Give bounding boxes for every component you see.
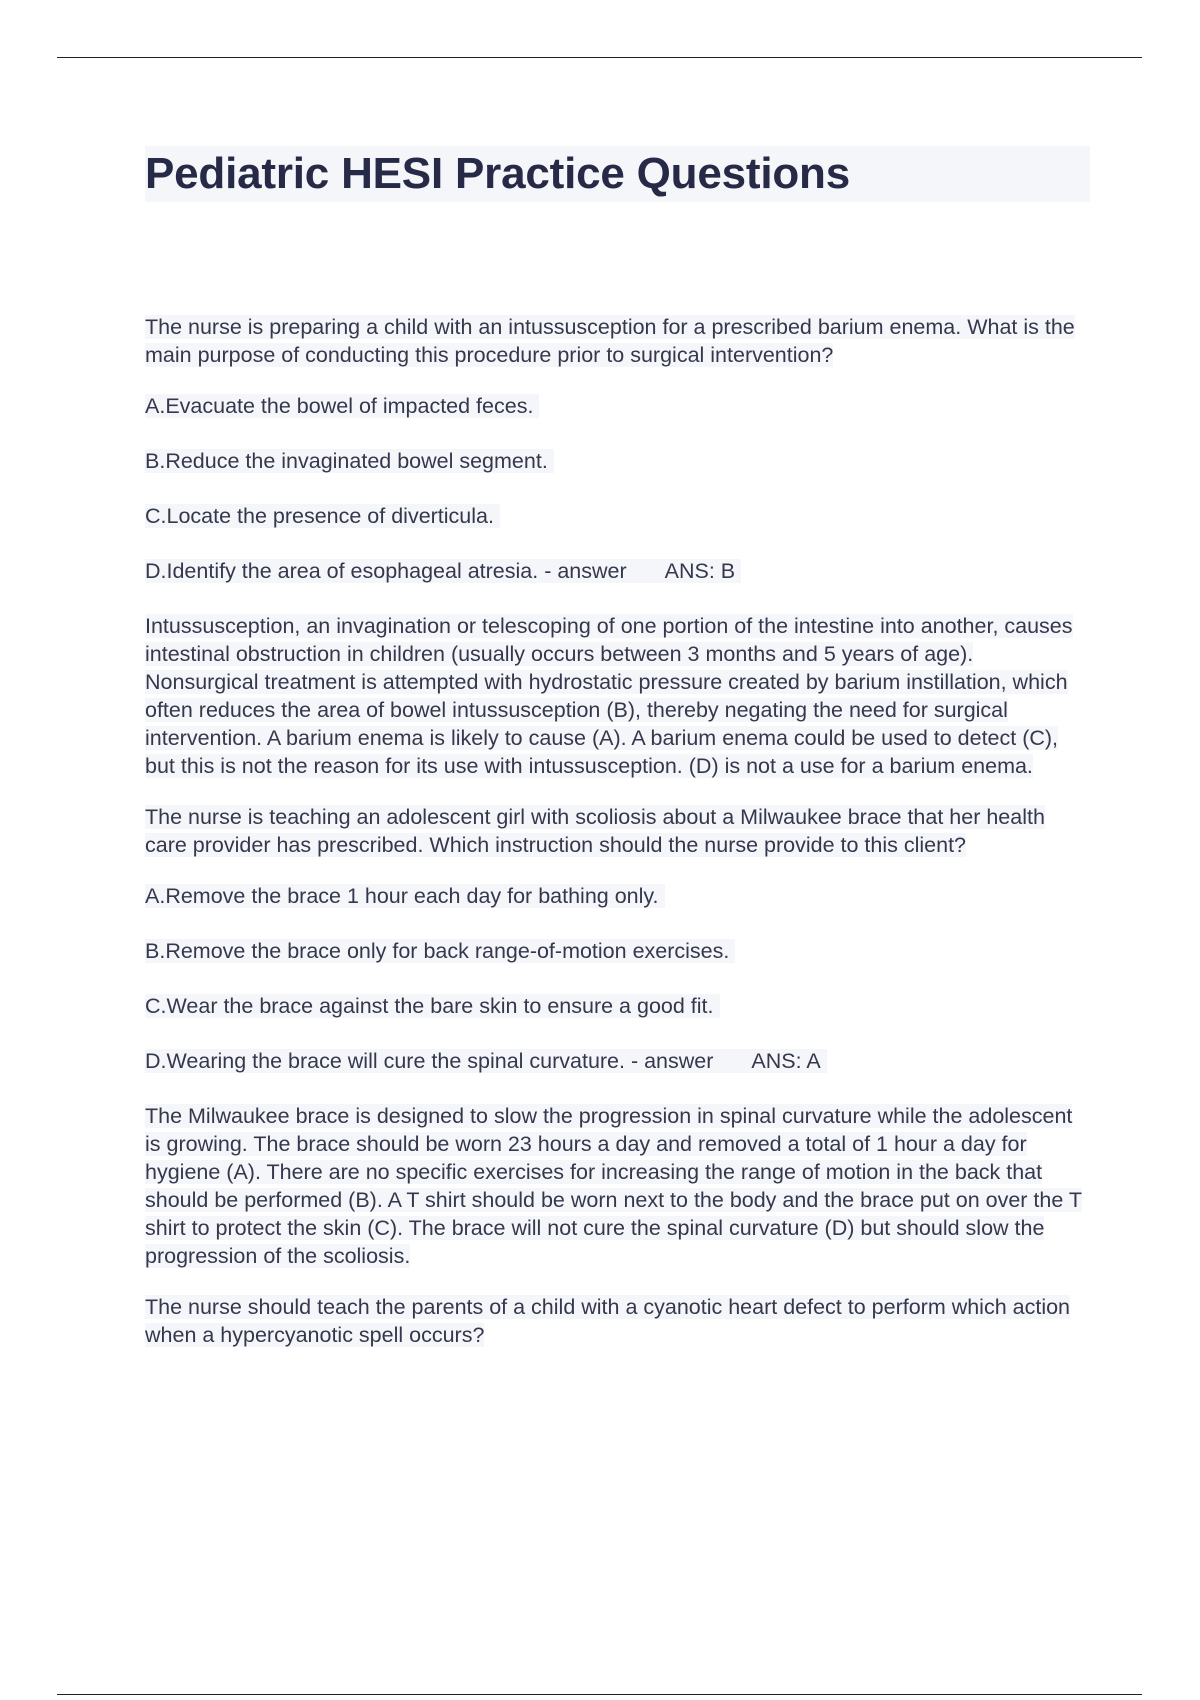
question-2-option-b: B.Remove the brace only for back range-of-motion exercises.	[145, 937, 1090, 965]
question-1-stem	[145, 313, 1090, 369]
question-3-stem-text: The nurse should teach the parents of a child with a cyanotic heart defect to perform which action when a hypercyanotic spell occurs?	[145, 1295, 1071, 1347]
question-1-option-b: B.Reduce the invaginated bowel segment.	[145, 447, 1090, 475]
question-1-stem-text: The nurse is preparing a child with an intussusception for a prescribed barium enema. What is the main purpose of conducting this procedure prior to surgical intervention?	[145, 315, 1075, 367]
question-2-stem	[145, 803, 1090, 859]
question-1-rationale	[145, 612, 1090, 780]
question-1-option-c: C.Locate the presence of diverticula.	[145, 502, 1090, 530]
question-2-stem-text: The nurse is teaching an adolescent girl with scoliosis about a Milwaukee brace that her health care provider has prescribed. Which instruction should the nurse provide to this client?	[145, 805, 1045, 857]
question-2-option-c: C.Wear the brace against the bare skin to ensure a good fit.	[145, 992, 1090, 1020]
question-1-rationale-text: Intussusception, an invagination or telescoping of one portion of the intestine into another, causes intestinal obstruction in children (usually occurs between 3 months and 5 years of age). Nonsurgical treatment is attempted with hydrostatic pressure created by barium instillation, which often reduces the area of bowel intussusception (B), thereby negating the need for surgical intervention. A barium enema is likely to cause (A). A barium enema could be used to detect (C), but this is not the reason for its use with intussusception. (D) is not a use for a barium enema.	[145, 614, 1073, 778]
title-band	[145, 146, 1090, 202]
question-2-rationale	[145, 1102, 1090, 1270]
question-1-option-a: A.Evacuate the bowel of impacted feces.	[145, 392, 1090, 420]
question-3-stem	[145, 1293, 1090, 1349]
bottom-rule	[57, 1694, 1142, 1695]
document-body	[145, 313, 1090, 1349]
document-page	[145, 146, 1090, 1372]
question-1-answer: ANS: B	[664, 559, 736, 583]
question-2-option-a: A.Remove the brace 1 hour each day for bathing only.	[145, 882, 1090, 910]
question-2-answer: ANS: A	[751, 1049, 821, 1073]
question-1-option-d: D.Identify the area of esophageal atresia. - answer ANS: B	[145, 557, 1090, 585]
question-2-rationale-text: The Milwaukee brace is designed to slow the progression in spinal curvature while the adolescent is growing. The brace should be worn 23 hours a day and removed a total of 1 hour a day for hygiene (A). There are no specific exercises for increasing the range of motion in the back that should be performed (B). A T shirt should be worn next to the body and the brace put on over the T shirt to protect the skin (C). The brace will not cure the spinal curvature (D) but should slow the progression of the scoliosis.	[145, 1104, 1083, 1268]
top-rule	[57, 57, 1142, 58]
question-2-option-d: D.Wearing the brace will cure the spinal curvature. - answer ANS: A	[145, 1047, 1090, 1075]
page-title: Pediatric HESI Practice Questions	[145, 149, 851, 198]
